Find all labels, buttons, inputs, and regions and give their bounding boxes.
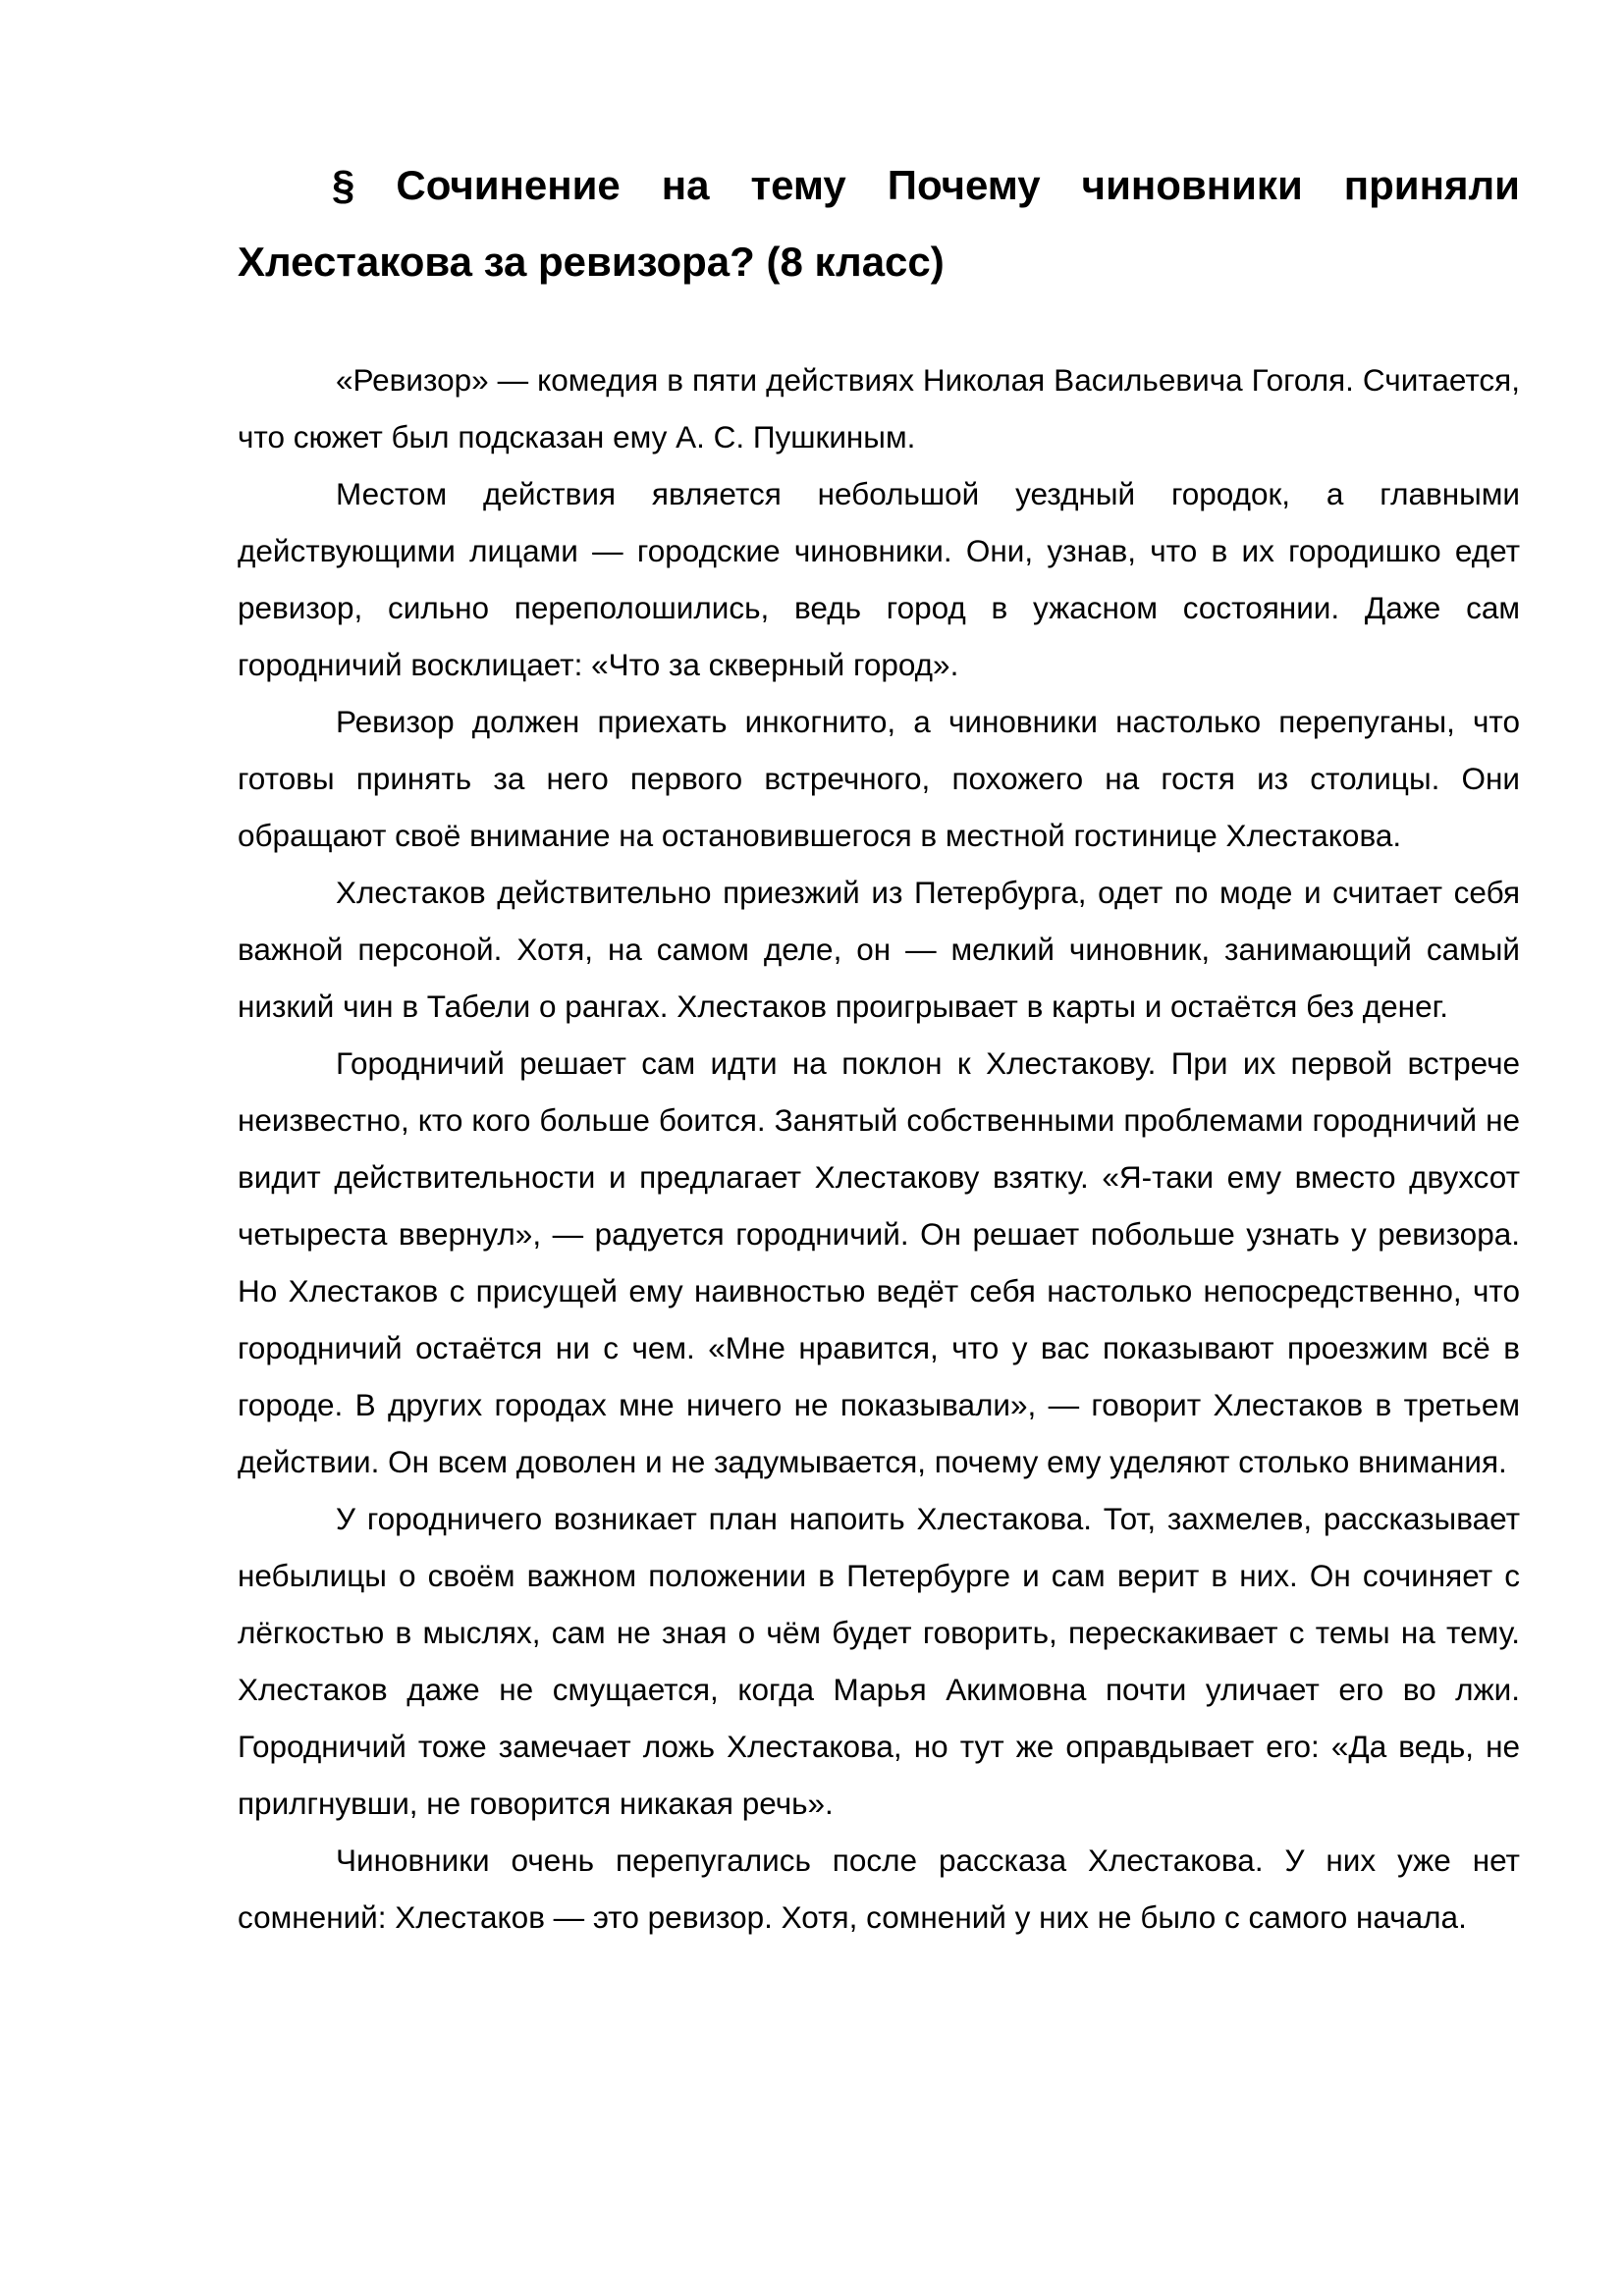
paragraph-4: Хлестаков действительно приезжий из Петербурга, одет по моде и считает себя важной персоной. Хотя, на самом деле, он — мелкий чиновник, занимающий самый низкий чин в Табели о рангах. Хлестаков проигрывает в карты и остаётся без денег. <box>238 875 1520 1024</box>
paragraph-1: «Ревизор» — комедия в пяти действиях Николая Васильевича Гоголя. Считается, что сюжет был подсказан ему А. С. Пушкиным. <box>238 362 1520 454</box>
paragraph-7: Чиновники очень перепугались после рассказа Хлестакова. У них уже нет сомнений: Хлестаков — это ревизор. Хотя, сомнений у них не было с самого начала. <box>238 1842 1520 1935</box>
document-body <box>238 351 1520 1946</box>
paragraph-3: Ревизор должен приехать инкогнито, а чиновники настолько перепуганы, что готовы принять за него первого встречного, похожего на гостя из столицы. Они обращают своё внимание на остановившегося в местной гостинице Хлестакова. <box>238 704 1520 853</box>
paragraph-6: У городничего возникает план напоить Хлестакова. Тот, захмелев, рассказывает небылицы о своём важном положении в Петербурге и сам верит в них. Он сочиняет с лёгкостью в мыслях, сам не зная о чём будет говорить, перескакивает с темы на тему. Хлестаков даже не смущается, когда Марья Акимовна почти уличает его во лжи. Городничий тоже замечает ложь Хлестакова, но тут же оправдывает его: «Да ведь, не прилгнувши, не говорится никакая речь». <box>238 1501 1520 1821</box>
document-content <box>238 147 1520 1946</box>
paragraph-5: Городничий решает сам идти на поклон к Хлестакову. При их первой встрече неизвестно, кто кого больше боится. Занятый собственными проблемами городничий не видит действительности и предлагает Хлестакову взятку. «Я-таки ему вместо двухсот четыреста ввернул», — радуется городничий. Он решает побольше узнать у ревизора. Но Хлестаков с присущей ему наивностью ведёт себя настолько непосредственно, что городничий остаётся ни с чем. «Мне нравится, что у вас показывают проезжим всё в городе. В других городах мне ничего не показывали», — говорит Хлестаков в третьем действии. Он всем доволен и не задумывается, почему ему уделяют столько внимания. <box>238 1045 1520 1479</box>
paragraph-2: Местом действия является небольшой уездный городок, а главными действующими лицами — городские чиновники. Они, узнав, что в их городишко едет ревизор, сильно переполошились, ведь город в ужасном состоянии. Даже сам городничий восклицает: «Что за скверный город». <box>238 476 1520 682</box>
document-title: § Сочинение на тему Почему чиновники приняли Хлестакова за ревизора? (8 класс) <box>238 162 1520 285</box>
